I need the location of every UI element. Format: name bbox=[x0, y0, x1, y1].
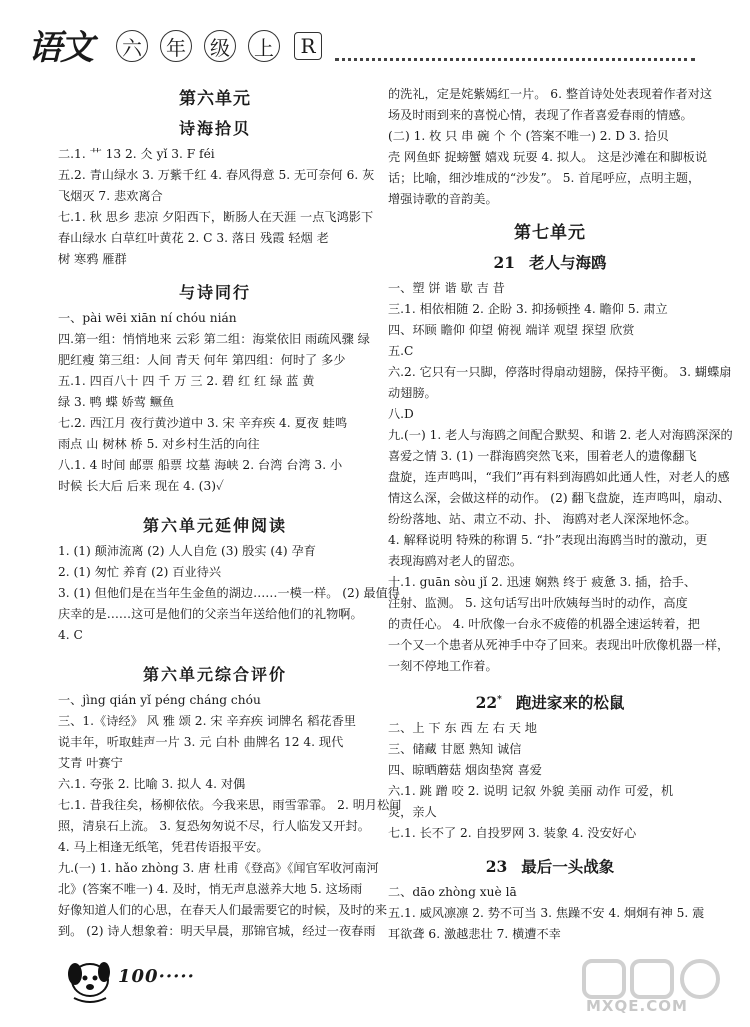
answer-line: 庆幸的是……这可是他们的父亲当年送给他们的礼物啊。 bbox=[58, 607, 363, 621]
answer-line: 到。 (2) 诗人想象着：明天早晨，那锦官城，经过一夜春雨 bbox=[58, 924, 376, 938]
answer-line: 绿 3. 鸭 蝶 娇莺 鳜鱼 bbox=[58, 395, 175, 409]
lesson-number: 21 bbox=[493, 253, 516, 272]
unit-title: 第七单元 bbox=[514, 223, 586, 243]
answer-line: 照，清泉石上流。 3. 复恐匆匆说不尽，行人临发又开封。 bbox=[58, 819, 370, 833]
section-title: 诗海拾贝 bbox=[178, 119, 251, 138]
answer-line: 飞烟灭 7. 悲欢离合 bbox=[58, 189, 163, 203]
extended-reading-mark: * bbox=[497, 695, 502, 705]
answer-line: 一刻不停地工作着。 bbox=[388, 659, 498, 673]
lesson-number: 23 bbox=[485, 857, 508, 877]
answer-line: 雨点 山 树林 桥 5. 对乡村生活的向往 bbox=[58, 437, 260, 451]
edition-badge: R bbox=[288, 26, 328, 66]
watermark-logo-icon bbox=[582, 957, 732, 1001]
answer-line: 耳欲聋 6. 激越悲壮 7. 横遭不幸 bbox=[388, 927, 561, 942]
answer-line: 六.1. 跳 蹭 咬 2. 说明 记叙 外貌 美丽 动作 可爱，机 bbox=[388, 784, 674, 799]
answer-line: 八.1. 4 时间 邮票 船票 坟墓 海峡 2. 台湾 台湾 3. 小 bbox=[58, 458, 343, 472]
answer-line: 三.1. 相依相随 2. 企盼 3. 抑扬顿挫 4. 瞻仰 5. 肃立 bbox=[388, 302, 668, 316]
answer-block bbox=[58, 308, 372, 497]
answer-line: 九.(一) 1. 老人与海鸥之间配合默契、和谐 2. 老人对海鸥深深的 bbox=[388, 428, 733, 442]
answer-line: 二、dāo zhòng xuè lā bbox=[388, 885, 517, 900]
answer-line: 九.(一) 1. hǎo zhòng 3. 唐 杜甫《登高》《闻官军收河南河 bbox=[58, 861, 379, 875]
answer-line: 注射、监测。 5. 这句话写出叶欣姨每当时的动作，高度 bbox=[388, 596, 688, 610]
answer-line: 四、晾晒蘑菇 烟囱垫窝 喜爱 bbox=[388, 763, 542, 778]
answer-block bbox=[58, 144, 375, 270]
answer-line: 七.2. 西江月 夜行黄沙道中 3. 宋 辛弃疾 4. 夏夜 蛙鸣 bbox=[58, 416, 348, 430]
answer-line: 北》(答案不唯一) 4. 及时，悄无声息滋养大地 5. 这场雨 bbox=[58, 882, 363, 896]
answer-line: 一、塑 饼 谐 歇 吉 昔 bbox=[388, 281, 505, 295]
answer-line: 说丰年，听取蛙声一片 3. 元 白朴 曲牌名 12 4. 现代 bbox=[58, 735, 344, 749]
answer-line: 增强诗歌的音韵美。 bbox=[388, 192, 498, 206]
answer-line: 四.第一组：悄悄地来 云彩 第二组：海棠依旧 雨疏风骤 绿 bbox=[58, 332, 370, 346]
answer-line: (二) 1. 枚 只 串 碗 个 个 (答案不唯一) 2. D 3. 拾贝 bbox=[388, 129, 669, 143]
answer-line: 话；比喻，细沙堆成的“沙发”。 5. 首尾呼应，点明主题， bbox=[388, 171, 701, 185]
page-header bbox=[0, 0, 750, 78]
answer-block bbox=[388, 718, 712, 844]
answer-line: 六.1. 夸张 2. 比喻 3. 拟人 4. 对偶 bbox=[58, 777, 246, 791]
watermark bbox=[582, 957, 732, 1019]
lesson-name: 老人与海鸥 bbox=[529, 253, 607, 272]
answer-line: 2. (1) 匆忙 养育 (2) 百业待兴 bbox=[58, 565, 222, 579]
answer-line: 五.C bbox=[388, 344, 414, 358]
lesson-number: 22* bbox=[475, 693, 502, 713]
answer-line: 二.1. 艹 13 2. 仌 yǐ 3. F féi bbox=[58, 147, 215, 161]
unit-title: 第六单元 bbox=[179, 89, 251, 109]
answer-line: 五.2. 青山绿水 3. 万紫千红 4. 春风得意 5. 无可奈何 6. 灰 bbox=[58, 168, 375, 182]
answer-block bbox=[58, 541, 400, 646]
lesson-title bbox=[388, 248, 712, 278]
answer-line: 七.1. 秋 思乡 悲凉 夕阳西下，断肠人在天涯 一点飞鸿影下 bbox=[58, 210, 374, 224]
answer-line: 时候 长大后 后来 现在 4. (3)✓ bbox=[58, 479, 224, 493]
grade-char: 年 bbox=[156, 26, 196, 66]
grade-label bbox=[112, 26, 332, 66]
answer-line: 喜爱之情 3. (1) 一群海鸥突然飞来，围着老人的遗像翻飞 bbox=[388, 449, 697, 463]
answer-line: 的责任心。 4. 叶欣像一台永不疲倦的机器全速运转着，把 bbox=[388, 617, 700, 631]
right-column bbox=[388, 84, 733, 945]
answer-line: 二、上 下 东 西 左 右 天 地 bbox=[388, 721, 537, 736]
answer-line: 七.1. 昔我往矣，杨柳依依。今我来思，雨雪霏霏。 2. 明月松间 bbox=[58, 798, 402, 812]
answer-line: 情这么深，会做这样的动作。 (2) 翻飞盘旋，连声鸣叫，扇动、 bbox=[388, 491, 730, 505]
answer-line: 一、jìng qián yǐ péng cháng chóu bbox=[58, 693, 261, 707]
header-divider bbox=[335, 58, 695, 61]
answer-line: 艾青 叶赛宁 bbox=[58, 756, 123, 770]
answer-line: 一、pài wēi xiān ní chóu nián bbox=[58, 311, 237, 325]
answer-line: 壳 网鱼虾 捉螃蟹 嬉戏 玩耍 4. 拟人。 这是沙滩在和脚板说 bbox=[388, 150, 708, 164]
answer-line: 四、环顾 瞻仰 仰望 俯视 端详 观望 探望 欣赏 bbox=[388, 323, 635, 337]
answer-block bbox=[388, 84, 712, 210]
section-title: 与诗同行 bbox=[178, 283, 251, 302]
answer-line: 六.2. 它只有一只脚，停落时得扇动翅膀，保持平衡。 3. 蝴蝶扇 bbox=[388, 365, 732, 379]
answer-line: 一个又一个患者从死神手中夺了回来。表现出叶欣像机器一样， bbox=[388, 638, 730, 652]
answer-line: 十.1. guān sòu jǐ 2. 迅速 娴熟 终于 疲惫 3. 插，拾手、 bbox=[388, 575, 697, 589]
answer-line: 4. C bbox=[58, 628, 83, 642]
answer-line: 表现海鸥对老人的留恋。 bbox=[388, 554, 523, 568]
answer-line: 3. (1) 但他们是在当年生金鱼的湖边……一模一样。 (2) 最值得 bbox=[58, 586, 400, 600]
grade-char: 六 bbox=[112, 26, 152, 66]
section-title: 第六单元延伸阅读 bbox=[142, 516, 287, 535]
answer-line: 纷纷落地、站、肃立不动、扑、 海鸥对老人深深地怀念。 bbox=[388, 512, 697, 526]
answer-line: 灵，亲人 bbox=[388, 805, 437, 820]
answer-block bbox=[58, 690, 402, 942]
answer-line: 4. 马上相逢无纸笔，凭君传语报平安。 bbox=[58, 840, 269, 854]
answer-line: 肥红瘦 第三组：人间 青天 何年 第四组：何时了 多少 bbox=[58, 353, 346, 367]
answer-line: 动翅膀。 bbox=[388, 386, 437, 400]
lesson-name: 最后一头战象 bbox=[521, 857, 615, 877]
answer-line: 春山绿水 白草红叶黄花 2. C 3. 落日 残霞 轻烟 老 bbox=[58, 231, 329, 245]
answer-line: 树 寒鸦 雁群 bbox=[58, 252, 127, 266]
page-number: 100····· bbox=[118, 966, 195, 987]
answer-line: 场及时雨到来的喜悦心情，表现了作者喜爱春雨的情感。 bbox=[388, 108, 693, 122]
answer-line: 盘旋，连声鸣叫，“我们”再有料到海鸥如此通人性，对老人的感 bbox=[388, 470, 730, 484]
dog-mascot-icon bbox=[60, 950, 116, 1006]
answer-line: 八.D bbox=[388, 407, 414, 421]
answer-line: 五.1. 四百八十 四 千 万 三 2. 碧 红 红 绿 蓝 黄 bbox=[58, 374, 315, 388]
lesson-title bbox=[388, 852, 712, 882]
answer-line: 五.1. 威风凛凛 2. 势不可当 3. 焦躁不安 4. 炯炯有神 5. 震 bbox=[388, 906, 705, 921]
answer-line: 1. (1) 颠沛流离 (2) 人人自危 (3) 殷实 (4) 孕育 bbox=[58, 544, 316, 558]
grade-char: 上 bbox=[244, 26, 284, 66]
grade-char: 级 bbox=[200, 26, 240, 66]
lesson-name: 跑进家来的松鼠 bbox=[515, 693, 625, 713]
answer-line: 的洗礼，定是姹紫嫣红一片。 6. 整首诗处处表现着作者对这 bbox=[388, 87, 713, 101]
watermark-text: MXQE.COM bbox=[586, 997, 688, 1015]
answer-block bbox=[388, 278, 733, 677]
section-title: 第六单元综合评价 bbox=[142, 665, 287, 684]
lesson-title bbox=[388, 685, 712, 718]
answer-block bbox=[388, 882, 712, 945]
answer-line: 好像知道人们的心思，在春天人们最需要它的时候，及时的来 bbox=[58, 903, 388, 917]
subject-brand: 语文 bbox=[28, 28, 92, 68]
answer-line: 七.1. 长不了 2. 自投罗网 3. 装象 4. 没安好心 bbox=[388, 826, 637, 841]
answer-line: 三、1.《诗经》 风 雅 颂 2. 宋 辛弃疾 词牌名 稻花香里 bbox=[58, 714, 356, 728]
answer-line: 三、储藏 甘愿 熟知 诚信 bbox=[388, 742, 522, 757]
answer-line: 4. 解释说明 特殊的称谓 5. “扑”表现出海鸥当时的激动，更 bbox=[388, 533, 708, 547]
